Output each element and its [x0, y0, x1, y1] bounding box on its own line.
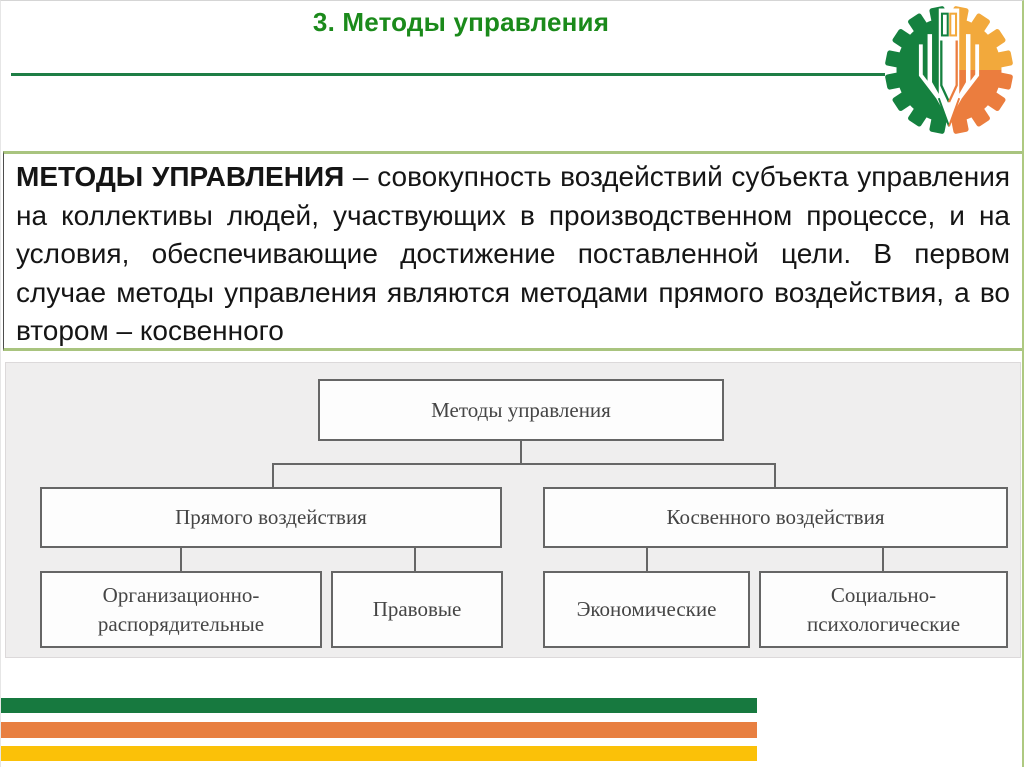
connector-line: [272, 463, 274, 487]
footer-stripe-orange: [1, 722, 757, 738]
footer-stripe-yellow: [1, 746, 757, 761]
connector-line: [774, 463, 776, 487]
connector-line: [272, 463, 776, 465]
footer-stripe-green: [1, 698, 757, 713]
page-title: 3. Методы управления: [312, 7, 610, 37]
connector-line: [414, 548, 416, 571]
connector-line: [520, 441, 522, 465]
connector-line: [180, 548, 182, 571]
connector-line: [882, 548, 884, 571]
definition-term: МЕТОДЫ УПРАВЛЕНИЯ: [16, 161, 345, 192]
diagram-leaf-economic-node: Экономические: [543, 571, 750, 648]
diagram-leaf-social-node: Социально-психологические: [759, 571, 1008, 648]
title-underline-rule: [11, 73, 885, 76]
diagram-branch-indirect-node: Косвенного воздействия: [543, 487, 1008, 548]
diagram-leaf-legal-node: Правовые: [331, 571, 503, 648]
definition-box: [3, 151, 1023, 351]
diagram-root-node: Методы управления: [318, 379, 724, 441]
connector-line: [646, 548, 648, 571]
diagram-branch-direct-node: Прямого воздействия: [40, 487, 502, 548]
gear-wheat-logo-icon: [885, 4, 1013, 136]
definition-body: – совокупность воздействий субъекта управления на коллективы людей, участвующих в производственном процессе, и на условия, обеспечивающие достижение поставленной цели. В первом случае методы управления являются методами прямого воздействия, а во втором – косвенного: [16, 161, 1011, 346]
methods-hierarchy-diagram: [5, 362, 1021, 658]
diagram-leaf-org-node: Организационно-распорядительные: [40, 571, 322, 648]
